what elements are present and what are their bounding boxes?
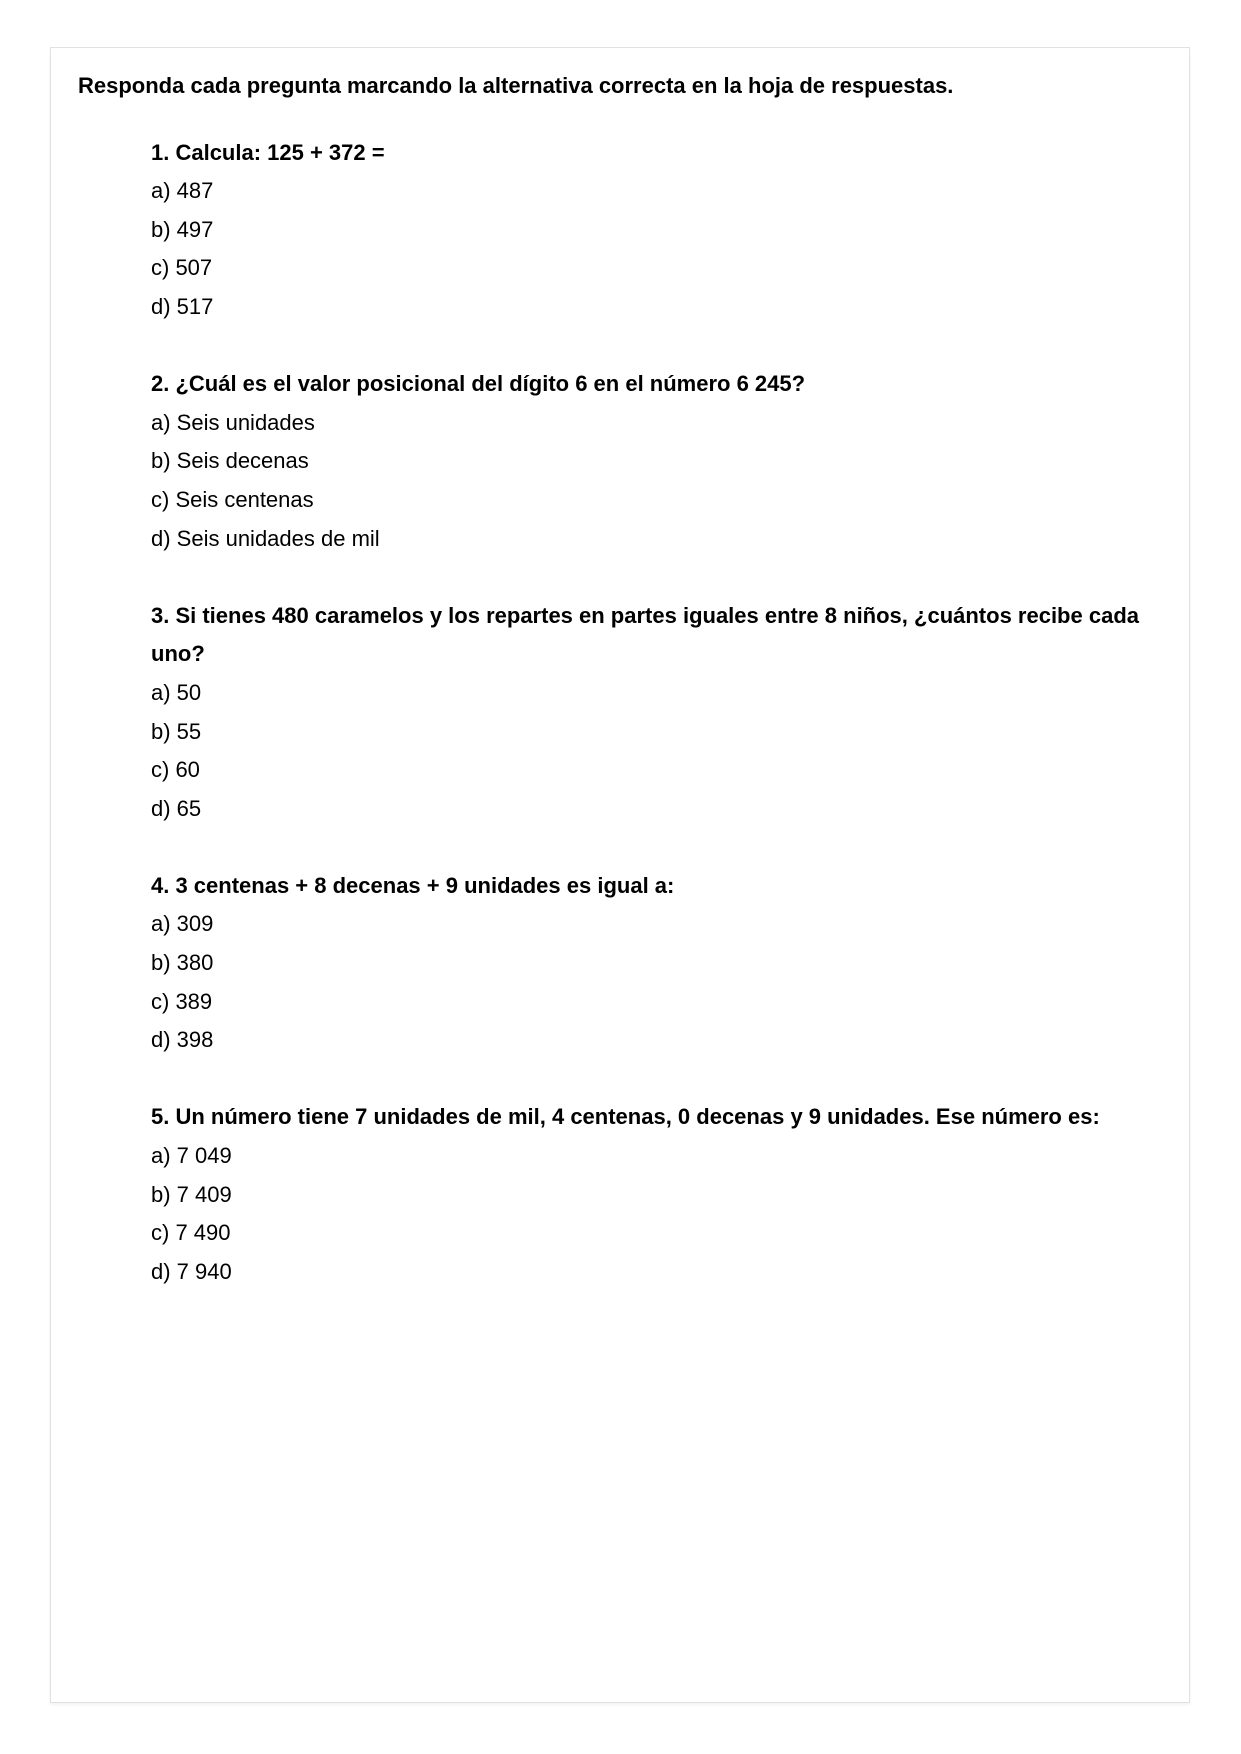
answer-option: c) 7 490	[151, 1220, 231, 1246]
question-title: 3. Si tienes 480 caramelos y los repartes en partes iguales entre 8 niños, ¿cuántos recibe cada uno?	[151, 602, 1139, 667]
answer-option: a) 50	[151, 679, 202, 705]
question-title: 4. 3 centenas + 8 decenas + 9 unidades es igual a:	[151, 872, 675, 898]
exam-sheet	[50, 47, 1190, 1703]
answer-option: d) Seis unidades de mil	[151, 525, 380, 551]
answer-option: b) 55	[151, 718, 202, 744]
answer-option: b) Seis decenas	[151, 448, 309, 474]
answer-option: c) 60	[151, 757, 200, 783]
question-block-4	[151, 867, 1166, 1060]
instructions-text: Responda cada pregunta marcando la alternativa correcta en la hoja de respuestas.	[78, 73, 954, 98]
answer-option: d) 7 940	[151, 1258, 232, 1284]
answer-option: a) Seis unidades	[151, 409, 315, 435]
answer-option: a) 7 049	[151, 1143, 232, 1169]
question-block-2	[151, 365, 1166, 558]
question-block-1	[151, 134, 1166, 327]
answer-option: a) 309	[151, 911, 214, 937]
answer-option: c) Seis centenas	[151, 486, 314, 512]
answer-option: d) 398	[151, 1027, 214, 1053]
answer-option: d) 517	[151, 293, 214, 319]
answer-option: c) 507	[151, 255, 213, 281]
answer-option: b) 7 409	[151, 1181, 232, 1207]
question-title: 5. Un número tiene 7 unidades de mil, 4 centenas, 0 decenas y 9 unidades. Ese número es:	[151, 1104, 1100, 1130]
question-title: 2. ¿Cuál es el valor posicional del dígito 6 en el número 6 245?	[151, 371, 806, 397]
question-block-5	[151, 1098, 1166, 1291]
question-block-3	[151, 597, 1166, 829]
answer-option: b) 380	[151, 950, 214, 976]
answer-option: b) 497	[151, 216, 214, 242]
answer-option: d) 65	[151, 795, 202, 821]
answer-option: c) 389	[151, 988, 213, 1014]
question-title: 1. Calcula: 125 + 372 =	[151, 139, 385, 165]
answer-option: a) 487	[151, 178, 214, 204]
